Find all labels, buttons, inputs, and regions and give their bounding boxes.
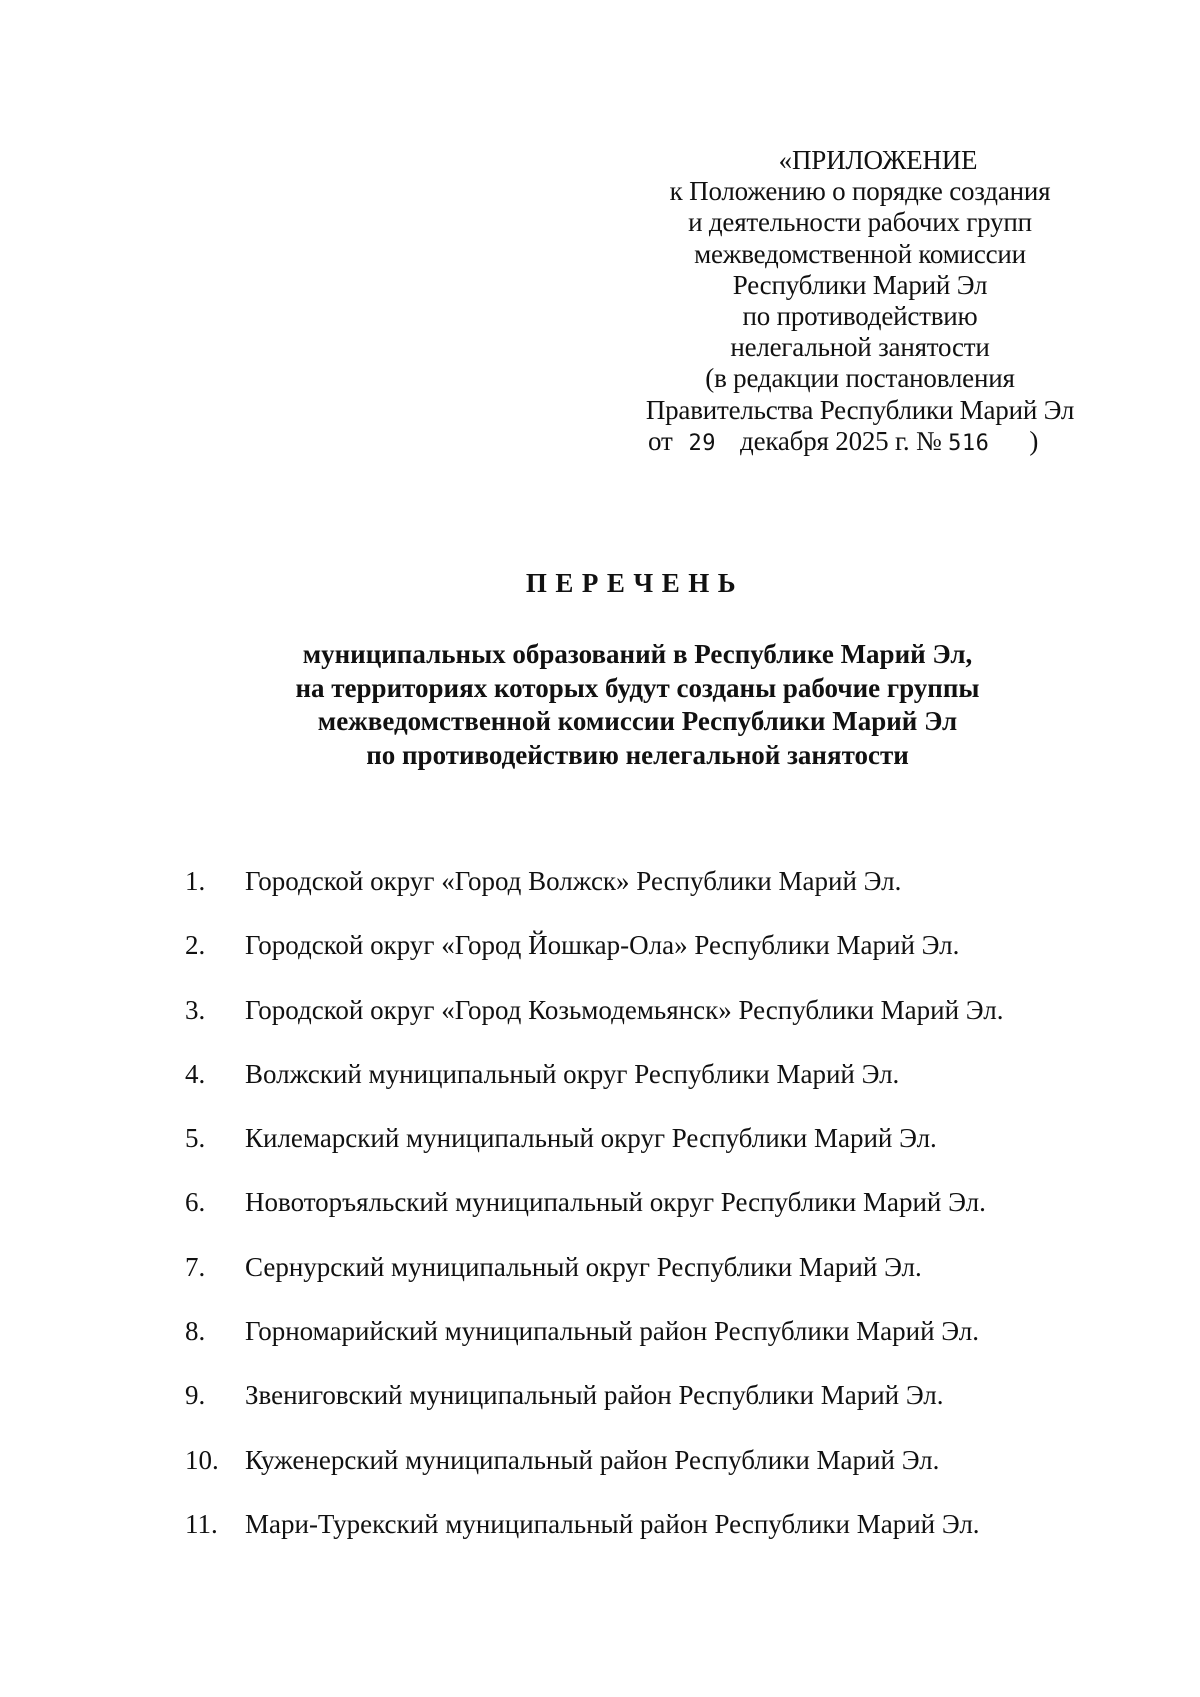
subtitle-line: на территориях которых будут созданы рабочие группы [295,672,980,703]
list-item-text: Волжский муниципальный округ Республики Марий Эл. [245,1058,900,1089]
subtitle-line: межведомственной комиссии Республики Марий Эл [317,706,958,736]
list-item [185,866,1105,930]
list-item-number: 10. [185,1444,219,1475]
date-month-year: декабря 2025 г. [740,425,910,456]
list-item-text: Городской округ «Город Йошкар-Ола» Республики Марий Эл. [245,930,960,961]
list-item-text: Горномарийский муниципальный район Республики Марий Эл. [245,1316,979,1347]
appendix-line: по противодействию [742,301,978,332]
list-item [185,1123,1105,1187]
document-subtitle [0,638,1200,772]
date-prefix: от [648,425,673,456]
list-item-number: 4. [185,1058,206,1089]
appendix-header [630,145,1090,459]
list-item-number: 9. [185,1380,206,1411]
list-item-number: 1. [185,866,206,896]
appendix-line: межведомственной комиссии [694,238,1026,269]
list-item [185,1316,1105,1380]
municipality-list [185,866,1105,1573]
list-item-text: Городской округ «Город Волжск» Республики Марий Эл. [245,866,902,896]
list-item [185,930,1105,994]
list-item [185,1187,1105,1251]
list-item-text: Сернурский муниципальный округ Республики Марий Эл. [245,1251,922,1282]
list-item-number: 5. [185,1123,206,1154]
list-item-number: 7. [185,1251,206,1282]
appendix-line: (в редакции постановления [705,363,1015,394]
list-item-text: Городской округ «Город Козьмодемьянск» Республики Марий Эл. [245,994,1004,1025]
list-item-text: Куженерский муниципальный район Республики Марий Эл. [245,1444,940,1475]
list-item [185,1380,1105,1444]
list-item [185,995,1105,1059]
appendix-line: и деятельности рабочих групп [688,207,1032,238]
list-item [185,1252,1105,1316]
list-item-number: 2. [185,930,206,961]
subtitle-line: муниципальных образований в Республике Марий Эл, [302,639,973,669]
list-item-text: Мари-Турекский муниципальный район Республики Марий Эл. [245,1508,980,1539]
appendix-title: «ПРИЛОЖЕНИЕ [778,145,978,175]
list-item-number: 3. [185,994,206,1025]
list-item-text: Звениговский муниципальный район Республики Марий Эл. [245,1380,944,1411]
list-item-text: Новоторъяльский муниципальный округ Республики Марий Эл. [245,1187,986,1218]
appendix-line: Республики Марий Эл [732,269,988,300]
appendix-line: к Положению о порядке создания [669,176,1051,207]
document-title: ПЕРЕЧЕНЬ [525,568,745,598]
list-item [185,1509,1105,1573]
list-item-number: 8. [185,1316,206,1347]
list-item-number: 11. [185,1508,218,1539]
date-day: 29 [688,430,717,456]
list-item [185,1059,1105,1123]
appendix-line: нелегальной занятости [730,332,990,363]
number-prefix: № [915,425,942,456]
subtitle-line: по противодействию нелегальной занятости [366,739,909,770]
list-item-number: 6. [185,1187,206,1218]
appendix-line: Правительства Республики Марий Эл [645,394,1075,425]
resolution-date-line [630,426,1090,459]
date-suffix: ) [1029,425,1039,456]
resolution-number: 516 [948,430,990,456]
list-item [185,1445,1105,1509]
list-item-text: Килемарский муниципальный округ Республики Марий Эл. [245,1123,937,1154]
